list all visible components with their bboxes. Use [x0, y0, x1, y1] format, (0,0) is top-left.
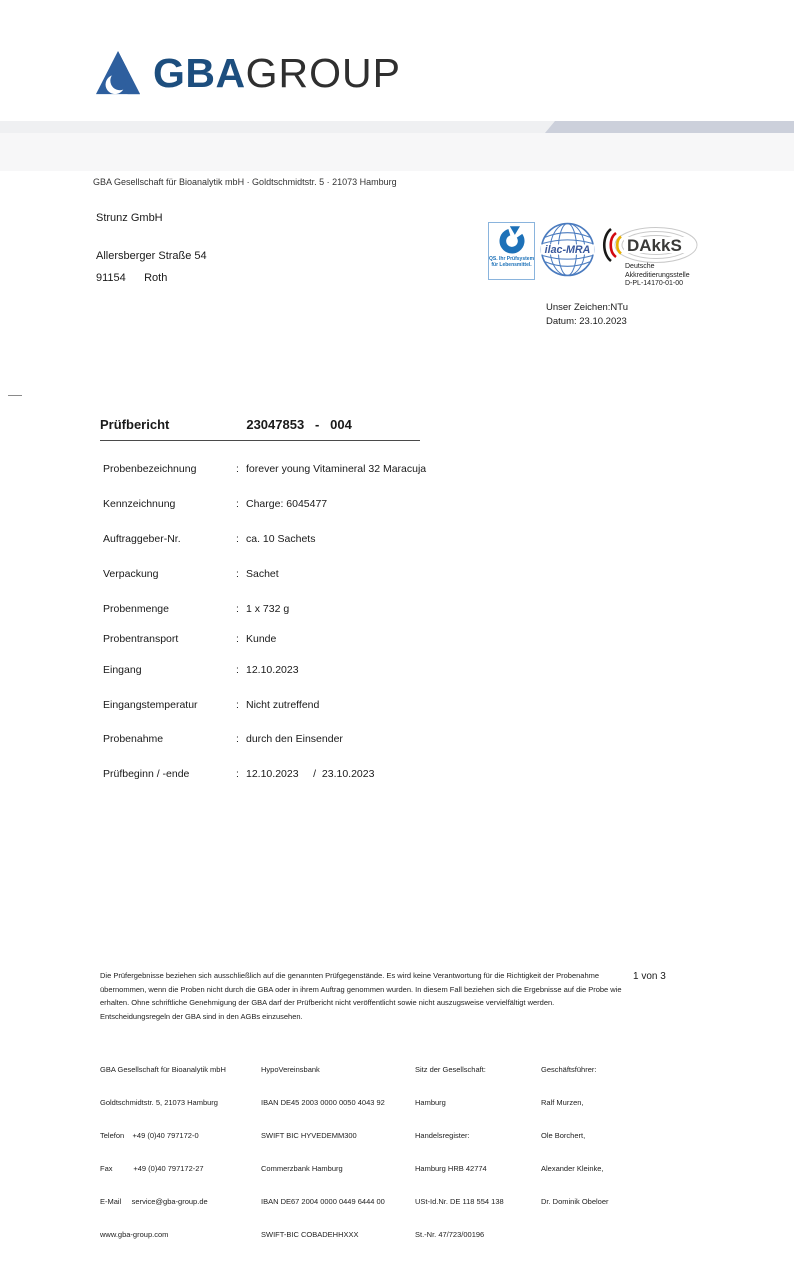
detail-label: Eingangstemperatur: [103, 699, 198, 711]
detail-colon: :: [236, 498, 239, 510]
dakks-caption-line2: Akkreditierungsstelle: [625, 271, 690, 279]
footer-column-management: [541, 1042, 609, 1229]
detail-value: durch den Einsender: [246, 733, 343, 745]
detail-value: Kunde: [246, 633, 277, 645]
dakks-caption: [625, 263, 690, 289]
footer-line: GBA Gesellschaft für Bioanalytik mbH: [100, 1065, 226, 1074]
footer-line: Telefon +49 (0)40 797172-0: [100, 1131, 199, 1140]
disclaimer-line: Entscheidungsregeln der GBA sind in den AGBs einzusehen.: [100, 1011, 303, 1021]
ilac-mra-label: ilac-MRA: [544, 244, 591, 257]
reference-zeichen: Unser Zeichen:NTu: [546, 302, 629, 313]
detail-label: Kennzeichnung: [103, 498, 176, 510]
recipient-name: Strunz GmbH: [96, 212, 163, 224]
detail-label: Probenmenge: [103, 603, 169, 615]
recipient-street: Allersberger Straße 54: [96, 250, 207, 262]
footer-line: Goldtschmidtstr. 5, 21073 Hamburg: [100, 1098, 218, 1107]
detail-colon: :: [236, 633, 239, 645]
detail-value: Charge: 6045477: [246, 498, 328, 510]
detail-label: Eingang: [103, 664, 142, 676]
gba-logo-text: [153, 51, 401, 95]
footer-line: Dr. Dominik Obeloer: [541, 1197, 609, 1206]
qs-caption-line1: QS. Ihr Prüfsystem: [489, 256, 535, 262]
detail-row-probenmenge: [103, 603, 289, 615]
detail-row-kennzeichnung: [103, 498, 327, 510]
gba-logo-triangle-icon: [95, 50, 141, 96]
detail-row-eingang: [103, 664, 299, 676]
footer-line: St.-Nr. 47/723/00196: [415, 1230, 485, 1239]
detail-row-probenahme: [103, 733, 343, 745]
detail-colon: :: [236, 463, 239, 475]
footer-disclaimer: [100, 969, 622, 1023]
sender-line: GBA Gesellschaft für Bioanalytik mbH · Goldtschmidtstr. 5 · 21073 Hamburg: [93, 177, 397, 187]
detail-row-probentransport: [103, 633, 276, 645]
detail-value: forever young Vitamineral 32 Maracuja: [246, 463, 427, 475]
detail-colon: :: [236, 664, 239, 676]
disclaimer-line: Die Prüfergebnisse beziehen sich ausschließlich auf die genannten Prüfgegenstände. Es wird keine Verantwortung für die Richtigkeit der Probenahme: [100, 971, 600, 980]
footer-line: HypoVereinsbank: [261, 1065, 320, 1074]
detail-row-auftraggeber-nr: [103, 533, 315, 545]
reference-datum: Datum: 23.10.2023: [546, 316, 627, 327]
footer-column-registry: [415, 1042, 504, 1262]
footer-line: E-Mail service@gba-group.de: [100, 1197, 208, 1206]
detail-label: Verpackung: [103, 568, 159, 580]
detail-row-pruefbeginn-ende: [103, 768, 374, 780]
reference-block: [546, 301, 628, 329]
footer-line: Alexander Kleinke,: [541, 1164, 604, 1173]
qs-arrow-icon: [497, 226, 527, 256]
gba-logo: [95, 50, 401, 96]
footer-line: Ralf Murzen,: [541, 1098, 584, 1107]
disclaimer-line: übernommen, wenn die Proben nicht durch die GBA oder in ihrem Auftrag genommen wurden. In diesem Fall beziehen sich die Ergebnisse auf die Probe wie: [100, 984, 622, 994]
footer-line: Fax +49 (0)40 797172-27: [100, 1164, 204, 1173]
detail-row-eingangstemperatur: [103, 699, 319, 711]
detail-label: Probenbezeichnung: [103, 463, 197, 475]
footer-column-banks: [261, 1042, 385, 1262]
detail-colon: :: [236, 568, 239, 580]
detail-label: Probentransport: [103, 633, 179, 645]
qs-caption-line2: für Lebensmittel.: [491, 262, 532, 268]
detail-row-probenbezeichnung: [103, 463, 426, 475]
report-number: 23047853 - 004: [246, 417, 352, 432]
detail-value: 12.10.2023: [246, 664, 299, 676]
footer-line: Handelsregister:: [415, 1131, 470, 1140]
qs-certification-badge: [488, 222, 535, 280]
dakks-caption-line1: Deutsche: [625, 263, 655, 270]
footer-line: Ole Borchert,: [541, 1131, 586, 1140]
footer-column-company: [100, 1042, 226, 1262]
detail-value: Nicht zutreffend: [246, 699, 320, 711]
dakks-logo-text: DAkkS: [627, 236, 682, 255]
disclaimer-line: erhalten. Ohne schriftliche Genehmigung der GBA darf der Prüfbericht nicht veröffentlicht sowie nicht auszugsweise vervielfältigt werden.: [100, 998, 555, 1007]
ilac-globe-icon: [540, 222, 595, 277]
footer-line: Sitz der Gesellschaft:: [415, 1065, 486, 1074]
footer-line: USt-Id.Nr. DE 118 554 138: [415, 1197, 504, 1206]
report-title-row: [100, 417, 420, 441]
header-band-accent: [545, 121, 794, 133]
page-indicator: 1 von 3: [633, 971, 666, 982]
footer-line: Commerzbank Hamburg: [261, 1164, 343, 1173]
detail-label: Prüfbeginn / -ende: [103, 768, 190, 780]
footer-line: SWIFT-BIC COBADEHHXXX: [261, 1230, 359, 1239]
detail-value: ca. 10 Sachets: [246, 533, 316, 545]
detail-label: Probenahme: [103, 733, 164, 745]
recipient-city: 91154 Roth: [96, 272, 168, 284]
dakks-caption-line3: D-PL-14170-01-00: [625, 280, 683, 287]
header-band-shadow: [0, 133, 794, 171]
report-title: Prüfbericht: [100, 417, 170, 432]
detail-value: 12.10.2023 / 23.10.2023: [246, 768, 375, 780]
detail-colon: :: [236, 533, 239, 545]
footer-line: Hamburg: [415, 1098, 446, 1107]
detail-colon: :: [236, 603, 239, 615]
detail-colon: :: [236, 699, 239, 711]
ilac-mra-badge: [540, 222, 595, 282]
detail-row-verpackung: [103, 568, 279, 580]
detail-label: Auftraggeber-Nr.: [103, 533, 181, 545]
fold-mark: [8, 395, 22, 396]
detail-value: Sachet: [246, 568, 279, 580]
footer-line: Hamburg HRB 42774: [415, 1164, 487, 1173]
dakks-parens-icon: [604, 229, 621, 261]
detail-colon: :: [236, 733, 239, 745]
detail-colon: :: [236, 768, 239, 780]
footer-line: SWIFT BIC HYVEDEMM300: [261, 1131, 357, 1140]
gba-logo-text-bold: GBA: [153, 50, 246, 96]
footer-line: IBAN DE45 2003 0000 0050 4043 92: [261, 1098, 385, 1107]
gba-logo-text-light: GROUP: [245, 50, 401, 96]
footer-line: IBAN DE67 2004 0000 0449 6444 00: [261, 1197, 385, 1206]
footer-line-website: www.gba-group.com: [100, 1230, 169, 1239]
detail-value: 1 x 732 g: [246, 603, 290, 615]
footer-line: Geschäftsführer:: [541, 1065, 597, 1074]
